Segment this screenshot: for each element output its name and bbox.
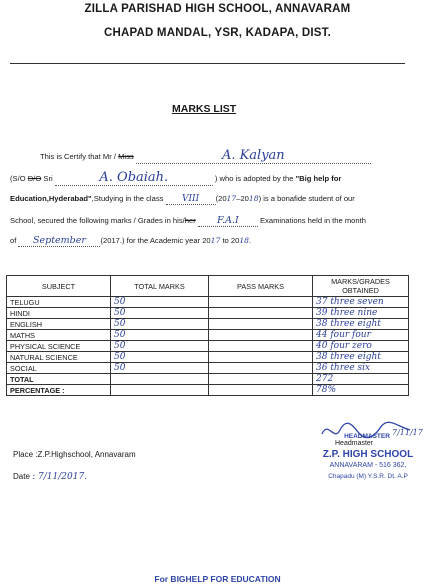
adopter-name: "Big help for [295, 174, 342, 183]
percentage-value: 78% [313, 385, 409, 396]
header-subject: SUBJECT [7, 276, 111, 297]
stamp-district: Chapadu (M) Y.S.R. Dt. A.P [328, 473, 408, 480]
page-title: MARKS LIST [172, 103, 237, 115]
header-total-marks: TOTAL MARKS [111, 276, 209, 297]
line5-year: (2017.) for the Academic year 20 [100, 236, 211, 245]
certificate-line-1 [40, 148, 371, 164]
year-open: (20 [215, 194, 227, 203]
total-cell: 50 [111, 319, 209, 330]
headmaster-label: Headmaster [335, 440, 374, 447]
school-address: CHAPAD MANDAL, YSR, KADAPA, DIST. [103, 27, 332, 39]
line4-strike: her [184, 216, 196, 225]
line5-of: of [10, 236, 17, 245]
certificate-line-5 [10, 235, 251, 247]
total-cell: 50 [111, 363, 209, 374]
percentage-row [7, 385, 409, 396]
line2-sri: Sri [43, 174, 53, 183]
empty-cell [111, 385, 209, 396]
subject-cell: SOCIAL [7, 363, 111, 374]
table-header-row [7, 276, 409, 297]
exam-name: F.A.I [198, 215, 258, 227]
table-row [7, 297, 409, 308]
obtained-cell: 36 three six [313, 363, 409, 374]
subject-cell: HINDI [7, 308, 111, 319]
total-label: TOTAL [7, 374, 111, 385]
table-row [7, 341, 409, 352]
place-label: Place [13, 450, 34, 459]
date-line [13, 472, 87, 482]
parent-name: A. Obaiah. [55, 170, 213, 186]
date-label: Date [13, 472, 30, 481]
certificate-line-2 [10, 170, 341, 186]
line2-prefix: (S/O [10, 174, 26, 183]
obtained-cell: 38 three eight [313, 319, 409, 330]
pass-cell [209, 297, 313, 308]
adopter-org: Education,Hyderabad" [10, 194, 92, 203]
header-pass-marks: PASS MARKS [209, 276, 313, 297]
marks-table [6, 275, 409, 396]
empty-cell [111, 374, 209, 385]
subject-cell: MATHS [7, 330, 111, 341]
line3-suffix: ) is a bonafide student of our [258, 194, 355, 203]
obtained-cell: 38 three eight [313, 352, 409, 363]
obtained-cell: 40 four zero [313, 341, 409, 352]
pass-cell [209, 330, 313, 341]
empty-cell [209, 374, 313, 385]
subject-cell: TELUGU [7, 297, 111, 308]
line5-end: . [249, 236, 252, 245]
school-name: ZILLA PARISHAD HIGH SCHOOL, ANNAVARAM [84, 3, 351, 15]
class-value: VIII [166, 194, 216, 205]
subject-cell: PHYSICAL SCIENCE [7, 341, 111, 352]
line1-prefix: This is Certify that Mr / [40, 152, 116, 161]
subject-cell: ENGLISH [7, 319, 111, 330]
line4-suffix: Examinations held in the month [259, 216, 366, 225]
total-cell: 50 [111, 308, 209, 319]
total-value: 272 [313, 374, 409, 385]
table-row [7, 319, 409, 330]
student-name: A. Kalyan [136, 148, 371, 164]
line2-suffix: ) who is adopted by the [214, 174, 294, 183]
table-row [7, 308, 409, 319]
year-to: 18 [248, 194, 259, 203]
header-divider [10, 63, 405, 64]
certificate-line-4 [10, 215, 366, 227]
date-value: : 7/11/2017. [32, 472, 88, 482]
place-value: :Z.P.Highschool, Annavaram [35, 450, 136, 459]
signed-date: 7/11/17 [392, 428, 423, 437]
percentage-label: PERCENTAGE : [7, 385, 111, 396]
total-cell: 50 [111, 297, 209, 308]
line2-strike: D/O [27, 174, 42, 183]
table-row [7, 363, 409, 374]
pass-cell [209, 308, 313, 319]
line4-prefix: School, secured the following marks / Grades in his/ [10, 216, 185, 225]
acad-to: 18 [239, 236, 249, 245]
footer-text: For BIGHELP FOR EDUCATION [154, 574, 281, 584]
total-row [7, 374, 409, 385]
obtained-cell: 37 three seven [313, 297, 409, 308]
pass-cell [209, 352, 313, 363]
year-from: 17 [226, 194, 237, 203]
pass-cell [209, 319, 313, 330]
pass-cell [209, 363, 313, 374]
subject-cell: NATURAL SCIENCE [7, 352, 111, 363]
acad-from: 17 [210, 236, 221, 245]
total-cell: 50 [111, 341, 209, 352]
month-value: September [18, 235, 100, 247]
total-cell: 50 [111, 352, 209, 363]
line1-strike: Miss [118, 152, 134, 161]
header-obtained: MARKS/GRADES OBTAINED [313, 276, 409, 297]
year-mid: –20 [236, 194, 249, 203]
stamp-title: HEADMASTER [344, 433, 390, 440]
total-cell: 50 [111, 330, 209, 341]
obtained-cell: 44 four four [313, 330, 409, 341]
certificate-line-3 [10, 194, 355, 205]
line5-to: to 20 [222, 236, 240, 245]
empty-cell [209, 385, 313, 396]
line3-class: ,Studying in the class [91, 194, 164, 203]
place-line [13, 450, 136, 459]
obtained-cell: 39 three nine [313, 308, 409, 319]
stamp-place: ANNAVARAM - 516 362, [329, 462, 407, 469]
table-row [7, 330, 409, 341]
pass-cell [209, 341, 313, 352]
table-row [7, 352, 409, 363]
stamp-school: Z.P. HIGH SCHOOL [322, 449, 414, 460]
